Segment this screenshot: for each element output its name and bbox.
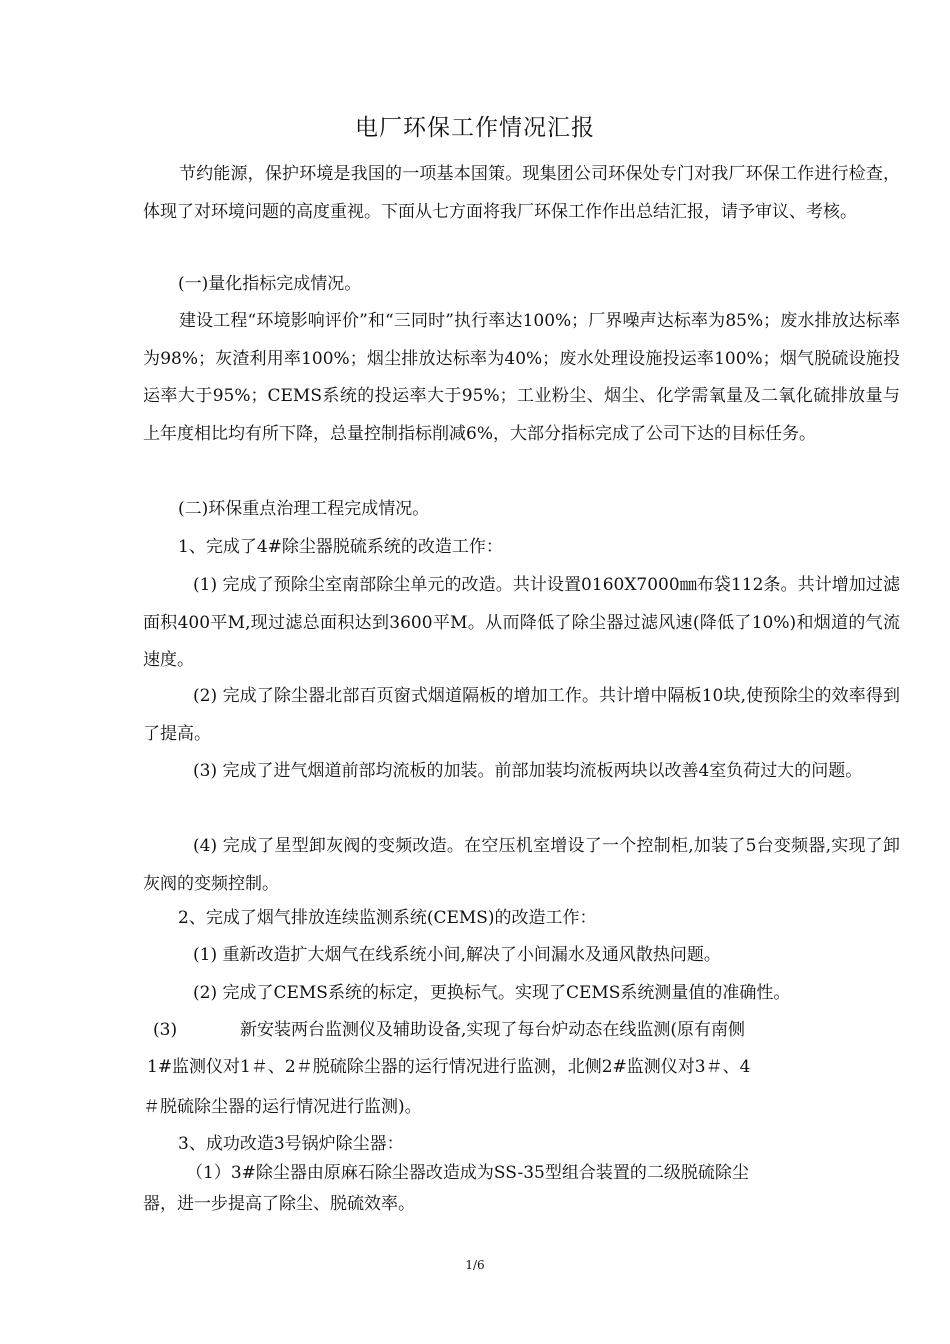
section1-body: 建设工程“环境影响评价”和“三同时”执行率达100%；厂界噪声达标率为85%；废水排放达标率为98%；灰渣利用率100%；烟尘排放达标率为40%；废水处理设施投运率100%；烟气脱硫设施投运率大于95%；CEMS系统的投运率大于95%；工业粉尘、烟尘、化学需氧量及二氧化硫排放量与上年度相比均有所下降，总量控制指标削减6%，大部分指标完成了公司下达的目标任务。 bbox=[143, 311, 900, 444]
section1-heading: (一)量化指标完成情况。 bbox=[178, 274, 362, 294]
intro-paragraph: 节约能源，保护环境是我国的一项基本国策。现集团公司环保处专门对我厂环保工作进行检查，体现了对环境问题的高度重视。下面从七方面将我厂环保工作作出总结汇报，请予审议、考核。 bbox=[143, 164, 900, 222]
item2-heading: 2、完成了烟气排放连续监测系统(CEMS)的改造工作： bbox=[178, 908, 597, 928]
item3-heading: 3、成功改造3号锅炉除尘器： bbox=[178, 1134, 404, 1154]
item2-paragraph-3-line-3: ＃脱硫除尘器的运行情况进行监测)。 bbox=[143, 1097, 422, 1117]
item3-paragraph-1-line-2: 器，进一步提高了除尘、脱硫效率。 bbox=[143, 1194, 415, 1214]
item2-paragraph-3-line-1: 新安装两台监测仪及辅助设备,实现了每台炉动态在线监测(原有南侧 bbox=[240, 1020, 746, 1040]
item2-paragraph-1: (1) 重新改造扩大烟气在线系统小间,解决了小间漏水及通风散热问题。 bbox=[193, 945, 721, 965]
item1-paragraph-1: (1) 完成了预除尘室南部除尘单元的改造。共计设置0160X7000㎜布袋112条。共计增加过滤面积400平M,现过滤总面积达到3600平M。从而降低了除尘器过滤风速(降低了10%)和烟道的气流速度。 bbox=[143, 575, 900, 670]
item2-paragraph-3-line-2: 1#监测仪对1＃、2＃脱硫除尘器的运行情况进行监测，北侧2#监测仪对3＃、4 bbox=[147, 1057, 751, 1077]
section2-heading: (二)环保重点治理工程完成情况。 bbox=[178, 499, 430, 519]
item2-paragraph-2: (2) 完成了CEMS系统的标定，更换标气。实现了CEMS系统测量值的准确性。 bbox=[193, 983, 791, 1003]
item1-paragraph-3: (3) 完成了进气烟道前部均流板的加装。前部加装均流板两块以改善4室负荷过大的问题。 bbox=[193, 761, 863, 781]
page-title: 电厂环保工作情况汇报 bbox=[355, 115, 595, 141]
item2-paragraph-3-number: (3) bbox=[153, 1020, 178, 1040]
page-number: 1/6 bbox=[465, 1258, 485, 1272]
item1-paragraph-4: (4) 完成了星型卸灰阀的变频改造。在空压机室增设了一个控制柜,加装了5台变频器,实现了卸灰阀的变频控制。 bbox=[143, 836, 900, 894]
item1-heading: 1、完成了4#除尘器脱硫系统的改造工作： bbox=[178, 537, 503, 557]
item1-paragraph-2: (2) 完成了除尘器北部百页窗式烟道隔板的增加工作。共计增中隔板10块,使预除尘的效率得到了提高。 bbox=[143, 686, 900, 744]
item3-paragraph-1-line-1: （1）3#除尘器由原麻石除尘器改造成为SS-35型组合装置的二级脱硫除尘 bbox=[186, 1163, 749, 1183]
